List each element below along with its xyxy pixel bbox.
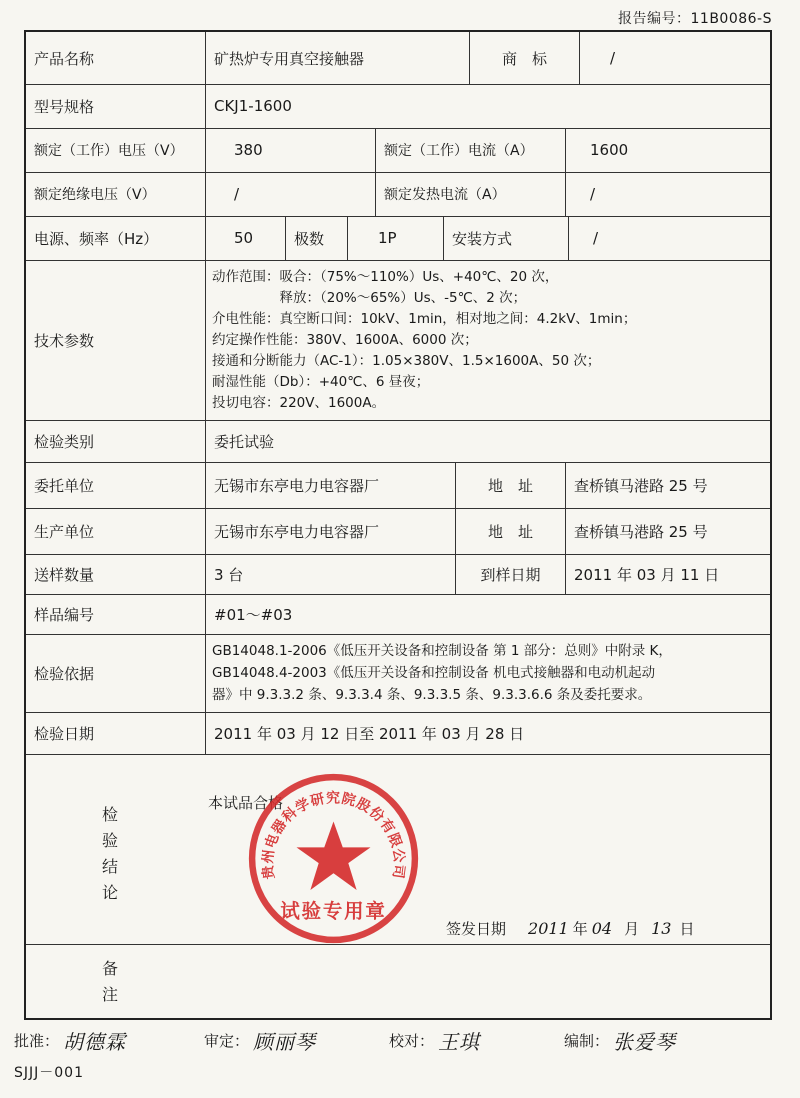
tech-line: 介电性能：真空断口间：10kV、1min，相对地之间：4.2kV、1min； [212, 310, 637, 327]
thermal-current-value: / [590, 185, 596, 203]
check-label: 校对： [389, 1032, 435, 1050]
review-block [204, 1026, 316, 1055]
basis-line: 器》中 9.3.3.2 条、9.3.3.4 条、9.3.3.5 条、9.3.3.6.6 条及委托要求。 [212, 687, 652, 703]
prepare-signature: 张爱琴 [613, 1030, 677, 1054]
remarks-label-char: 备 [101, 959, 118, 978]
arrival-date-value: 2011 年 03 月 11 日 [574, 565, 720, 584]
conclusion-label-char: 结 [101, 857, 118, 876]
row-test-type [26, 420, 770, 463]
seal-ring-text: 贵州电器科学研究院股份有限公司 [260, 790, 407, 881]
test-date-label: 检验日期 [26, 712, 206, 754]
check-block [389, 1026, 480, 1055]
tech-line: 动作范围：吸合：（75%～110%）Us、+40℃、20 次， [212, 268, 559, 285]
tech-line: 约定操作性能：380V、1600A、6000 次； [212, 331, 478, 348]
model-value: CKJ1-1600 [214, 97, 292, 115]
product-name-label: 产品名称 [26, 32, 206, 84]
row-conclusion [26, 754, 770, 945]
power-frequency-value: 50 [206, 216, 286, 260]
approve-signature: 胡德霖 [63, 1030, 127, 1054]
sample-no-label: 样品编号 [26, 594, 206, 634]
conclusion-label-char: 论 [101, 883, 118, 902]
test-type-label: 检验类别 [26, 420, 206, 462]
row-test-basis [26, 634, 770, 713]
row-power [26, 216, 770, 261]
tech-params-content [206, 260, 770, 420]
issue-day: 13 [651, 919, 672, 938]
issue-date [446, 918, 695, 939]
conclusion-text: 本试品合格 [208, 794, 284, 812]
row-model [26, 84, 770, 129]
insulation-voltage-label: 额定绝缘电压（V） [26, 172, 206, 216]
arrival-date-label: 到样日期 [456, 554, 566, 594]
row-client [26, 462, 770, 509]
report-form [24, 30, 772, 1020]
install-value: / [593, 229, 599, 247]
poles-value: 1P [348, 216, 444, 260]
inspection-seal [241, 766, 426, 951]
seal-star [297, 822, 371, 890]
producer-address-label: 地 址 [456, 508, 566, 554]
row-tech-params [26, 260, 770, 421]
test-basis-label: 检验依据 [26, 634, 206, 712]
producer-label: 生产单位 [26, 508, 206, 554]
sample-no-value: #01～#03 [214, 605, 293, 624]
quantity-label: 送样数量 [26, 554, 206, 594]
row-product-name [26, 32, 770, 85]
issue-month-unit: 月 [624, 920, 640, 938]
issue-year: 2011 [528, 919, 569, 938]
client-address-label: 地 址 [456, 462, 566, 508]
basis-line: GB14048.1-2006《低压开关设备和控制设备 第 1 部分：总则》中附录 K， [212, 643, 672, 659]
trademark-label: 商 标 [470, 32, 580, 84]
client-label: 委托单位 [26, 462, 206, 508]
rated-current-label: 额定（工作）电流（A） [376, 128, 566, 172]
seal-center-text: 试验专用章 [280, 899, 387, 923]
thermal-current-label: 额定发热电流（A） [376, 172, 566, 216]
prepare-label: 编制： [564, 1032, 610, 1050]
model-label: 型号规格 [26, 84, 206, 128]
test-type-value: 委托试验 [214, 432, 275, 451]
row-quantity [26, 554, 770, 595]
issue-year-unit: 年 [572, 920, 588, 938]
signature-footer [14, 1026, 780, 1060]
row-insulation [26, 172, 770, 217]
tech-params-label: 技术参数 [26, 260, 206, 420]
conclusion-label [100, 802, 120, 906]
client-address-value: 查桥镇马港路 25 号 [574, 476, 708, 495]
client-value: 无锡市东亭电力电容器厂 [206, 462, 456, 508]
producer-value: 无锡市东亭电力电容器厂 [206, 508, 456, 554]
row-test-date [26, 712, 770, 755]
trademark-value: / [610, 49, 616, 67]
row-rated [26, 128, 770, 173]
test-basis-content [206, 634, 770, 712]
conclusion-label-char: 验 [101, 831, 118, 850]
test-date-value: 2011 年 03 月 12 日至 2011 年 03 月 28 日 [214, 724, 525, 743]
remarks-label [100, 956, 120, 1008]
rated-voltage-value: 380 [206, 128, 376, 172]
install-label: 安装方式 [444, 216, 569, 260]
prepare-block [564, 1026, 676, 1055]
row-sample-no [26, 594, 770, 635]
report-number: 报告编号：11B0086-S [618, 11, 772, 27]
quantity-value: 3 台 [206, 554, 456, 594]
poles-label: 极数 [286, 216, 348, 260]
issue-day-unit: 日 [679, 920, 695, 938]
rated-voltage-label: 额定（工作）电压（V） [26, 128, 206, 172]
remarks-label-char: 注 [101, 985, 118, 1004]
form-code: SJJJ－001 [14, 1065, 84, 1081]
issue-month: 04 [591, 919, 613, 938]
producer-address-value: 查桥镇马港路 25 号 [574, 522, 708, 541]
insulation-voltage-value: / [206, 172, 376, 216]
approve-block [14, 1026, 126, 1055]
review-signature: 顾丽琴 [253, 1030, 317, 1054]
approve-label: 批准： [14, 1032, 60, 1050]
tech-line: 投切电容：220V、1600A。 [212, 394, 386, 411]
tech-line: 接通和分断能力（AC-1）：1.05×380V、1.5×1600A、50 次； [212, 352, 601, 369]
row-producer [26, 508, 770, 555]
basis-line: GB14048.4-2003《低压开关设备和控制设备 机电式接触器和电动机起动 [212, 665, 656, 681]
check-signature: 王琪 [438, 1030, 481, 1054]
conclusion-label-char: 检 [101, 805, 118, 824]
issue-date-label: 签发日期 [446, 920, 507, 938]
power-frequency-label: 电源、频率（Hz） [26, 216, 206, 260]
rated-current-value: 1600 [590, 141, 629, 159]
tech-line: 释放：（20%～65%）Us、-5℃、2 次； [212, 289, 527, 306]
review-label: 审定： [204, 1032, 250, 1050]
row-remarks [26, 944, 770, 1020]
tech-line: 耐湿性能（Db）：+40℃、6 昼夜； [212, 373, 430, 390]
product-name-value: 矿热炉专用真空接触器 [206, 32, 470, 84]
